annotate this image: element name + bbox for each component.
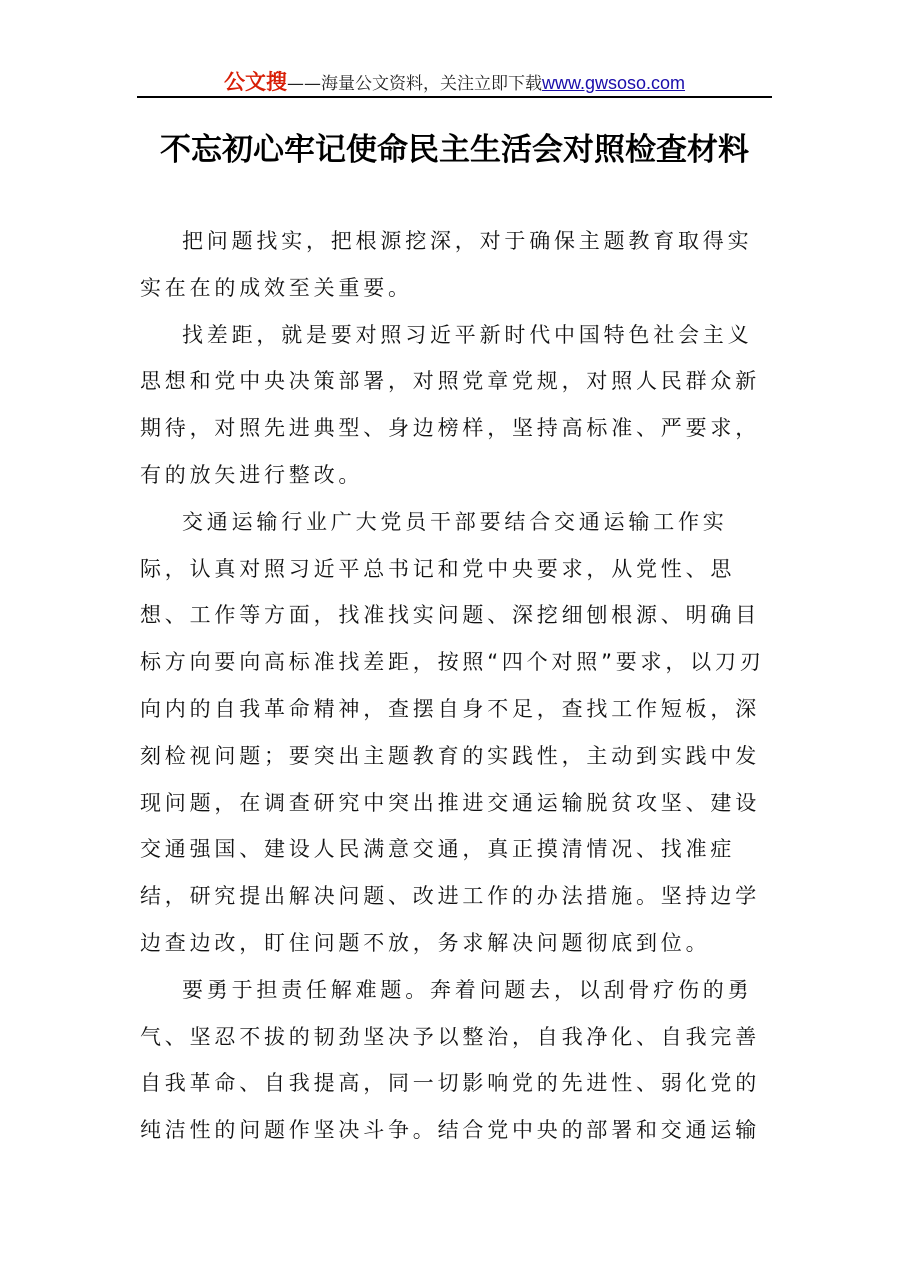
site-link[interactable]: www.gwsoso.com bbox=[541, 73, 686, 93]
paragraph-3: 交通运输行业广大党员干部要结合交通运输工作实际，认真对照习近平总书记和党中央要求，从党性、思想、工作等方面，找准找实问题、深挖细刨根源、明确目标方向要向高标准找差距，按照“四个对照”要求，以刀刃向内的自我革命精神，查摆自身不足，查找工作短板，深刻检视问题；要突出主题教育的实践性，主动到实践中发现问题，在调查研究中突出推进交通运输脱贫攻坚、建设交通强国、建设人民满意交通，真正摸清情况、找准症结，研究提出解决问题、改进工作的办法措施。坚持边学边查边改，盯住问题不放，务求解决问题彻底到位。 bbox=[140, 509, 765, 955]
paragraph-2: 找差距，就是要对照习近平新时代中国特色社会主义思想和党中央决策部署，对照党章党规，对照人民群众新期待，对照先进典型、身边榜样，坚持高标准、严要求，有的放矢进行整改。 bbox=[140, 322, 760, 487]
paragraph-1: 把问题找实，把根源挖深，对于确保主题教育取得实实在在的成效至关重要。 bbox=[140, 229, 753, 300]
header-divider bbox=[137, 96, 772, 98]
document-title: 不忘初心牢记使命民主生活会对照检查材料 bbox=[160, 132, 749, 168]
document-body bbox=[140, 218, 772, 1154]
header-tagline: ——海量公文资料，关注立即下载 bbox=[286, 74, 542, 94]
brand-logo-text: 公文搜 bbox=[223, 70, 287, 94]
page-header bbox=[137, 68, 772, 96]
paragraph-4: 要勇于担责任解难题。奔着问题去，以刮骨疗伤的勇气、坚忍不拔的韧劲坚决予以整治，自我净化、自我完善自我革命、自我提高，同一切影响党的先进性、弱化党的纯洁性的问题作坚决斗争。结合党中央的部署和交通运输 bbox=[140, 977, 760, 1143]
